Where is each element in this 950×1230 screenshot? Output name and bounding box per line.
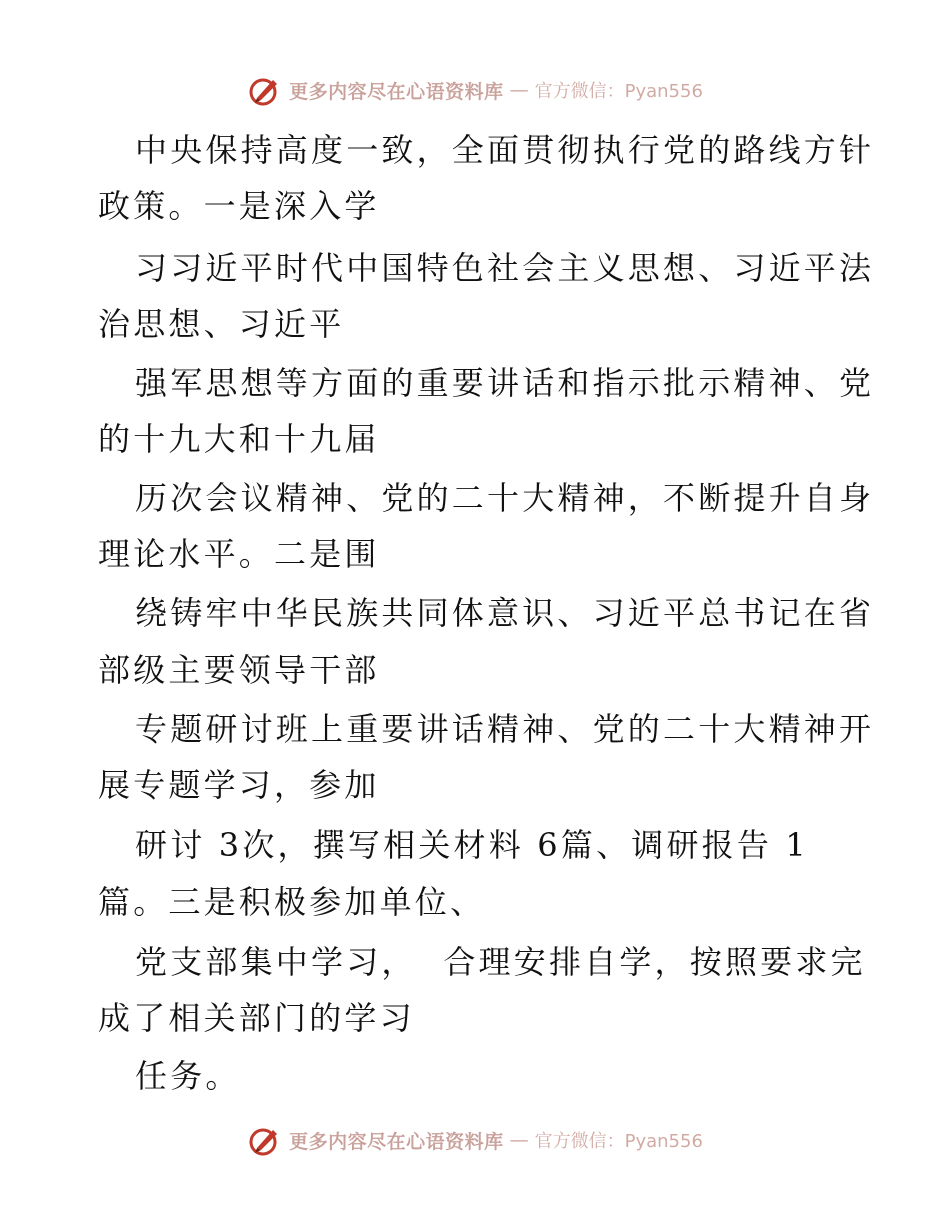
body-line: 党支部集中学习， 合理安排自学，按照要求完 (135, 943, 866, 981)
body-line: 理论水平。二是围 (98, 535, 380, 573)
watermark-wechat: 官方微信：Pyan556 (534, 1131, 703, 1152)
body-line: 习习近平时代中国特色社会主义思想、习近平法 (135, 249, 875, 287)
body-line: 部级主要领导干部 (98, 651, 380, 689)
watermark-text: 更多内容尽在心语资料库 (289, 1130, 504, 1153)
watermark-text: 更多内容尽在心语资料库 (289, 80, 504, 103)
body-line: 强军思想等方面的重要讲话和指示批示精神、党 (135, 364, 875, 402)
watermark-wechat: 官方微信：Pyan556 (534, 81, 703, 102)
header-watermark (0, 70, 950, 110)
body-line: 篇。三是积极参加单位、 (98, 883, 486, 921)
body-line: 展专题学习，参加 (98, 766, 380, 804)
body-line: 政策。一是深入学 (98, 187, 380, 225)
footer-watermark (0, 1120, 950, 1160)
body-line: 任务。 (135, 1057, 241, 1095)
body-line: 研讨 3次，撰写相关材料 6篇、调研报告 1 (135, 826, 809, 864)
watermark-dash: — (509, 1129, 529, 1151)
body-line: 成了相关部门的学习 (98, 999, 415, 1037)
body-line: 中央保持高度一致，全面贯彻执行党的路线方针 (135, 131, 875, 169)
body-line: 治思想、习近平 (98, 305, 345, 343)
watermark-dash: — (509, 79, 529, 101)
pen-logo-icon (247, 1122, 283, 1158)
body-line: 的十九大和十九届 (98, 420, 380, 458)
pen-logo-icon (247, 72, 283, 108)
body-line: 绕铸牢中华民族共同体意识、习近平总书记在省 (135, 594, 875, 632)
body-line: 专题研讨班上重要讲话精神、党的二十大精神开 (135, 710, 875, 748)
body-line: 历次会议精神、党的二十大精神，不断提升自身 (135, 479, 875, 517)
